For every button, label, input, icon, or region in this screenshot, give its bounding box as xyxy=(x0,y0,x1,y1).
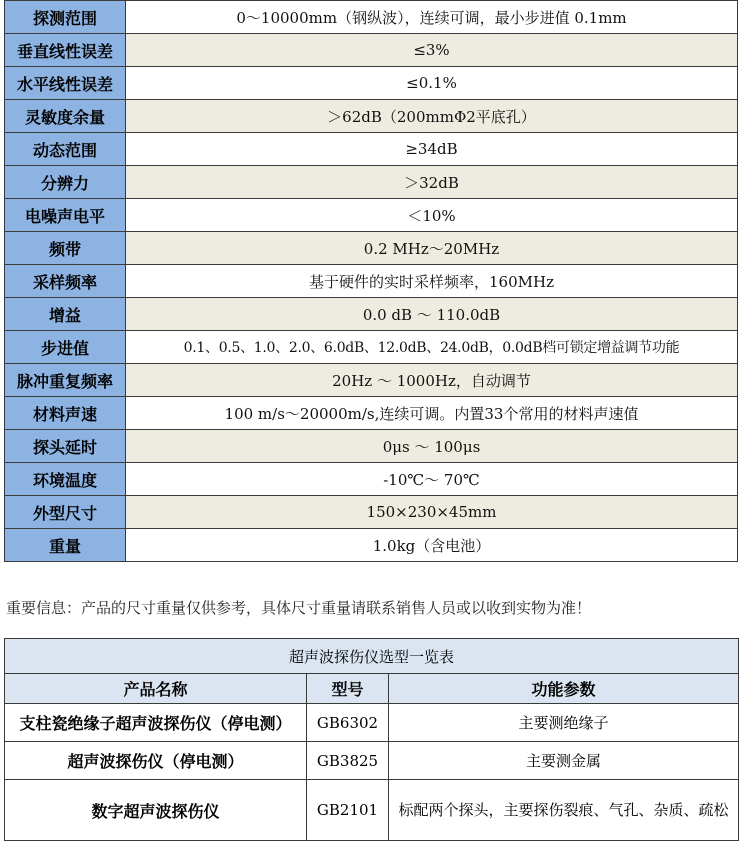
spec-value: 0.1、0.5、1.0、2.0、6.0dB、12.0dB、24.0dB，0.0dB档可锁定增益调节功能 xyxy=(126,331,738,364)
spec-value: 1.0kg（含电池） xyxy=(126,529,738,562)
spec-value: ≤3% xyxy=(126,34,738,67)
spec-value: 100 m/s～20000m/s,连续可调。内置33个常用的材料声速值 xyxy=(126,397,738,430)
spec-label: 探测范围 xyxy=(5,1,126,34)
spec-label: 垂直线性误差 xyxy=(5,34,126,67)
header-product-name: 产品名称 xyxy=(5,674,307,704)
spec-value: 基于硬件的实时采样频率，160MHz xyxy=(126,265,738,298)
spec-row xyxy=(5,166,738,199)
spec-label: 分辨力 xyxy=(5,166,126,199)
spec-value: 0.0 dB ～ 110.0dB xyxy=(126,298,738,331)
spec-row xyxy=(5,364,738,397)
spec-row xyxy=(5,331,738,364)
spec-label: 探头延时 xyxy=(5,430,126,463)
product-name: 数字超声波探伤仪 xyxy=(5,780,307,841)
table-row xyxy=(5,742,739,780)
spec-value: ＞32dB xyxy=(126,166,738,199)
spec-row xyxy=(5,463,738,496)
spec-value: ≤0.1% xyxy=(126,67,738,100)
spec-row xyxy=(5,265,738,298)
product-name: 超声波探伤仪（停电测） xyxy=(5,742,307,780)
spec-label: 频带 xyxy=(5,232,126,265)
product-function: 主要测绝缘子 xyxy=(389,704,739,742)
spec-label: 水平线性误差 xyxy=(5,67,126,100)
spec-label: 灵敏度余量 xyxy=(5,100,126,133)
spec-label: 环境温度 xyxy=(5,463,126,496)
header-function: 功能参数 xyxy=(389,674,739,704)
spec-row xyxy=(5,397,738,430)
spec-row xyxy=(5,133,738,166)
spec-value: 0.2 MHz～20MHz xyxy=(126,232,738,265)
spec-label: 增益 xyxy=(5,298,126,331)
important-note: 重要信息：产品的尺寸重量仅供参考，具体尺寸重量请联系销售人员或以收到实物为准！ xyxy=(6,599,592,617)
spec-label: 动态范围 xyxy=(5,133,126,166)
table-caption: 超声波探伤仪选型一览表 xyxy=(5,639,739,674)
spec-value: ＞62dB（200mmΦ2平底孔） xyxy=(126,100,738,133)
spec-row xyxy=(5,1,738,34)
spec-label: 材料声速 xyxy=(5,397,126,430)
spec-row xyxy=(5,34,738,67)
spec-row xyxy=(5,100,738,133)
spec-value: 150×230×45mm xyxy=(126,496,738,529)
spec-row xyxy=(5,529,738,562)
product-model: GB6302 xyxy=(307,704,389,742)
table-row xyxy=(5,704,739,742)
product-function: 标配两个探头，主要探伤裂痕、气孔、杂质、疏松 xyxy=(389,780,739,841)
spec-value: -10℃～ 70℃ xyxy=(126,463,738,496)
spec-label: 脉冲重复频率 xyxy=(5,364,126,397)
spec-row xyxy=(5,67,738,100)
spec-label: 电噪声电平 xyxy=(5,199,126,232)
spec-value: 0～10000mm（钢纵波），连续可调，最小步进值 0.1mm xyxy=(126,1,738,34)
spec-label: 采样频率 xyxy=(5,265,126,298)
spec-value: ≥34dB xyxy=(126,133,738,166)
table-header-row xyxy=(5,674,739,704)
spec-value: 20Hz ～ 1000Hz，自动调节 xyxy=(126,364,738,397)
spec-label: 重量 xyxy=(5,529,126,562)
product-model: GB3825 xyxy=(307,742,389,780)
spec-row xyxy=(5,232,738,265)
product-function: 主要测金属 xyxy=(389,742,739,780)
spec-table xyxy=(4,0,738,562)
table-row xyxy=(5,780,739,841)
spec-value: ＜10% xyxy=(126,199,738,232)
table-caption-row xyxy=(5,639,739,674)
model-selection-table xyxy=(4,638,739,841)
spec-label: 外型尺寸 xyxy=(5,496,126,529)
spec-value: 0μs ～ 100μs xyxy=(126,430,738,463)
product-model: GB2101 xyxy=(307,780,389,841)
spec-row xyxy=(5,199,738,232)
header-model: 型号 xyxy=(307,674,389,704)
product-name: 支柱瓷绝缘子超声波探伤仪（停电测） xyxy=(5,704,307,742)
spec-label: 步进值 xyxy=(5,331,126,364)
spec-row xyxy=(5,496,738,529)
spec-row xyxy=(5,298,738,331)
spec-row xyxy=(5,430,738,463)
